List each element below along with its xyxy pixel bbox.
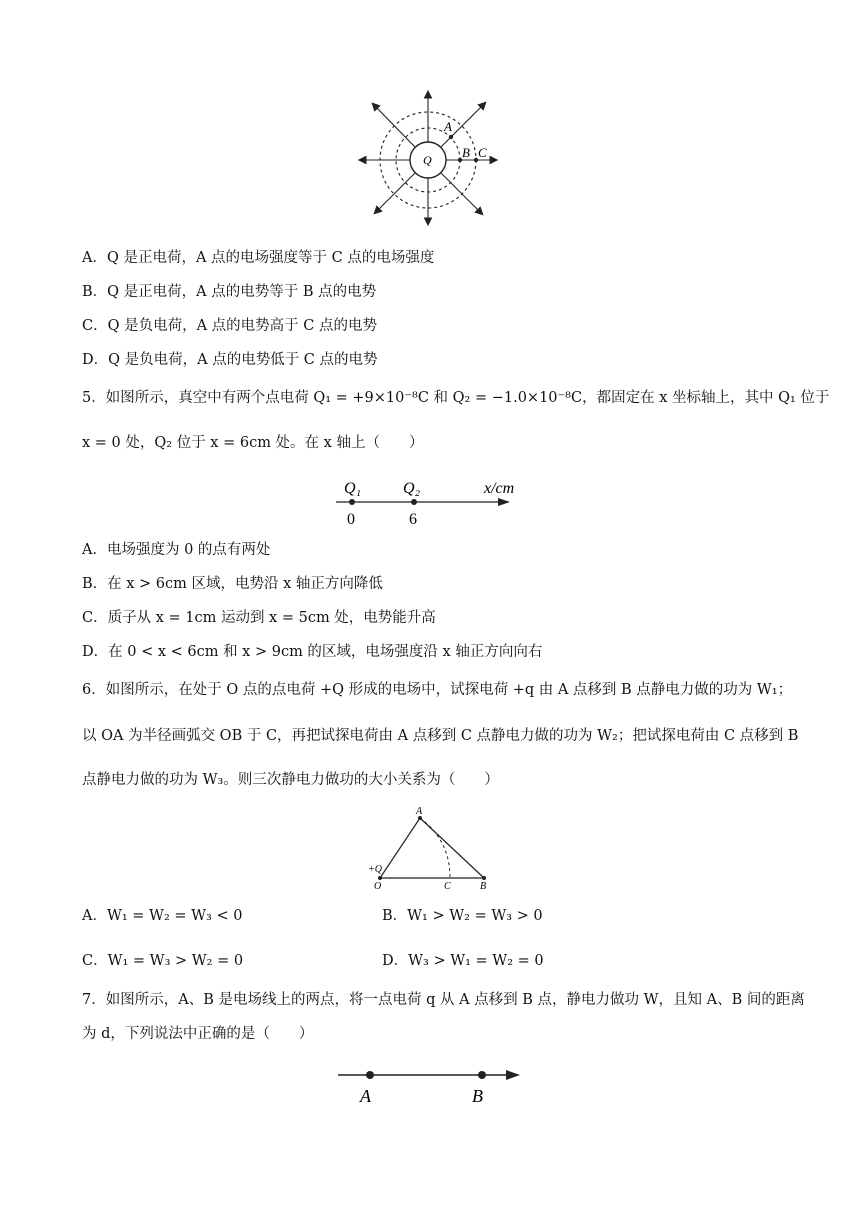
fig6-label-o: O (374, 881, 382, 892)
fig4-label-q: Q (423, 153, 432, 167)
q4-option-d: D．Q 是负电荷，A 点的电势低于 C 点的电势 (82, 352, 378, 368)
fig6-label-b: B (480, 881, 487, 892)
fig4-label-c: C (478, 145, 487, 160)
q6-option-c: C．W₁ = W₃ > W₂ = 0 (82, 953, 244, 969)
q6-option-b: B．W₁ > W₂ = W₃ > 0 (382, 908, 543, 924)
q7-stem-line1: 7．如图所示，A、B 是电场线上的两点，将一点电荷 q 从 A 点移到 B 点，静电力做功 W，且知 A、B 间的距离 (82, 992, 805, 1008)
fig5-label-q2: Q₂ (403, 480, 421, 497)
q6-option-d: D．W₃ > W₁ = W₂ = 0 (382, 953, 544, 969)
q5-stem-line2: x = 0 处，Q₂ 位于 x = 6cm 处。在 x 轴上（ ） (82, 435, 424, 451)
fig4-label-b: B (462, 145, 470, 160)
q5-option-c: C．质子从 x = 1cm 运动到 x = 5cm 处，电势能升高 (82, 610, 436, 626)
figure-point-charge-field (0, 0, 860, 240)
figure-triangle-oab (0, 805, 860, 895)
fig5-label-q1: Q₁ (344, 480, 362, 497)
q4-option-b: B．Q 是正电荷，A 点的电势等于 B 点的电势 (82, 284, 377, 300)
fig7-label-a: A (360, 1086, 371, 1106)
q6-stem-line3: 点静电力做的功为 W₃。则三次静电力做功的大小关系为（ ） (82, 772, 499, 788)
q7-stem-line2: 为 d，下列说法中正确的是（ ） (82, 1026, 314, 1042)
fig6-label-c: C (444, 881, 451, 892)
q5-option-a: A．电场强度为 0 的点有两处 (82, 542, 271, 558)
q6-option-a: A．W₁ = W₂ = W₃ < 0 (82, 908, 243, 924)
fig6-label-plusq: +Q (368, 864, 382, 875)
fig6-label-a: A (416, 806, 423, 817)
figure-field-line-ab (0, 1058, 860, 1118)
fig4-label-a: A (444, 119, 452, 134)
fig5-axis-label: x/cm (484, 480, 515, 497)
q5-option-d: D．在 0 < x < 6cm 和 x > 9cm 的区域，电场强度沿 x 轴正方向向右 (82, 644, 543, 660)
q4-option-a: A．Q 是正电荷，A 点的电场强度等于 C 点的电场强度 (82, 250, 435, 266)
q5-stem-line1: 5．如图所示，真空中有两个点电荷 Q₁ = +9×10⁻⁸C 和 Q₂ = −1.0×10⁻⁸C，都固定在 x 坐标轴上，其中 Q₁ 位于 (82, 390, 830, 406)
q6-stem-line1: 6．如图所示，在处于 O 点的点电荷 +Q 形成的电场中，试探电荷 +q 由 A 点移到 B 点静电力做的功为 W₁； (82, 682, 793, 698)
q6-stem-line2: 以 OA 为半径画弧交 OB 于 C，再把试探电荷由 A 点移到 C 点静电力做的功为 W₂；把试探电荷由 C 点移到 B (82, 728, 799, 744)
fig5-tick-6: 6 (409, 511, 417, 528)
q5-option-b: B．在 x > 6cm 区域，电势沿 x 轴正方向降低 (82, 576, 383, 592)
q4-option-c: C．Q 是负电荷，A 点的电势高于 C 点的电势 (82, 318, 377, 334)
fig5-tick-0: 0 (347, 511, 355, 528)
fig7-label-b: B (472, 1086, 483, 1106)
figure-x-axis-charges (0, 472, 860, 532)
